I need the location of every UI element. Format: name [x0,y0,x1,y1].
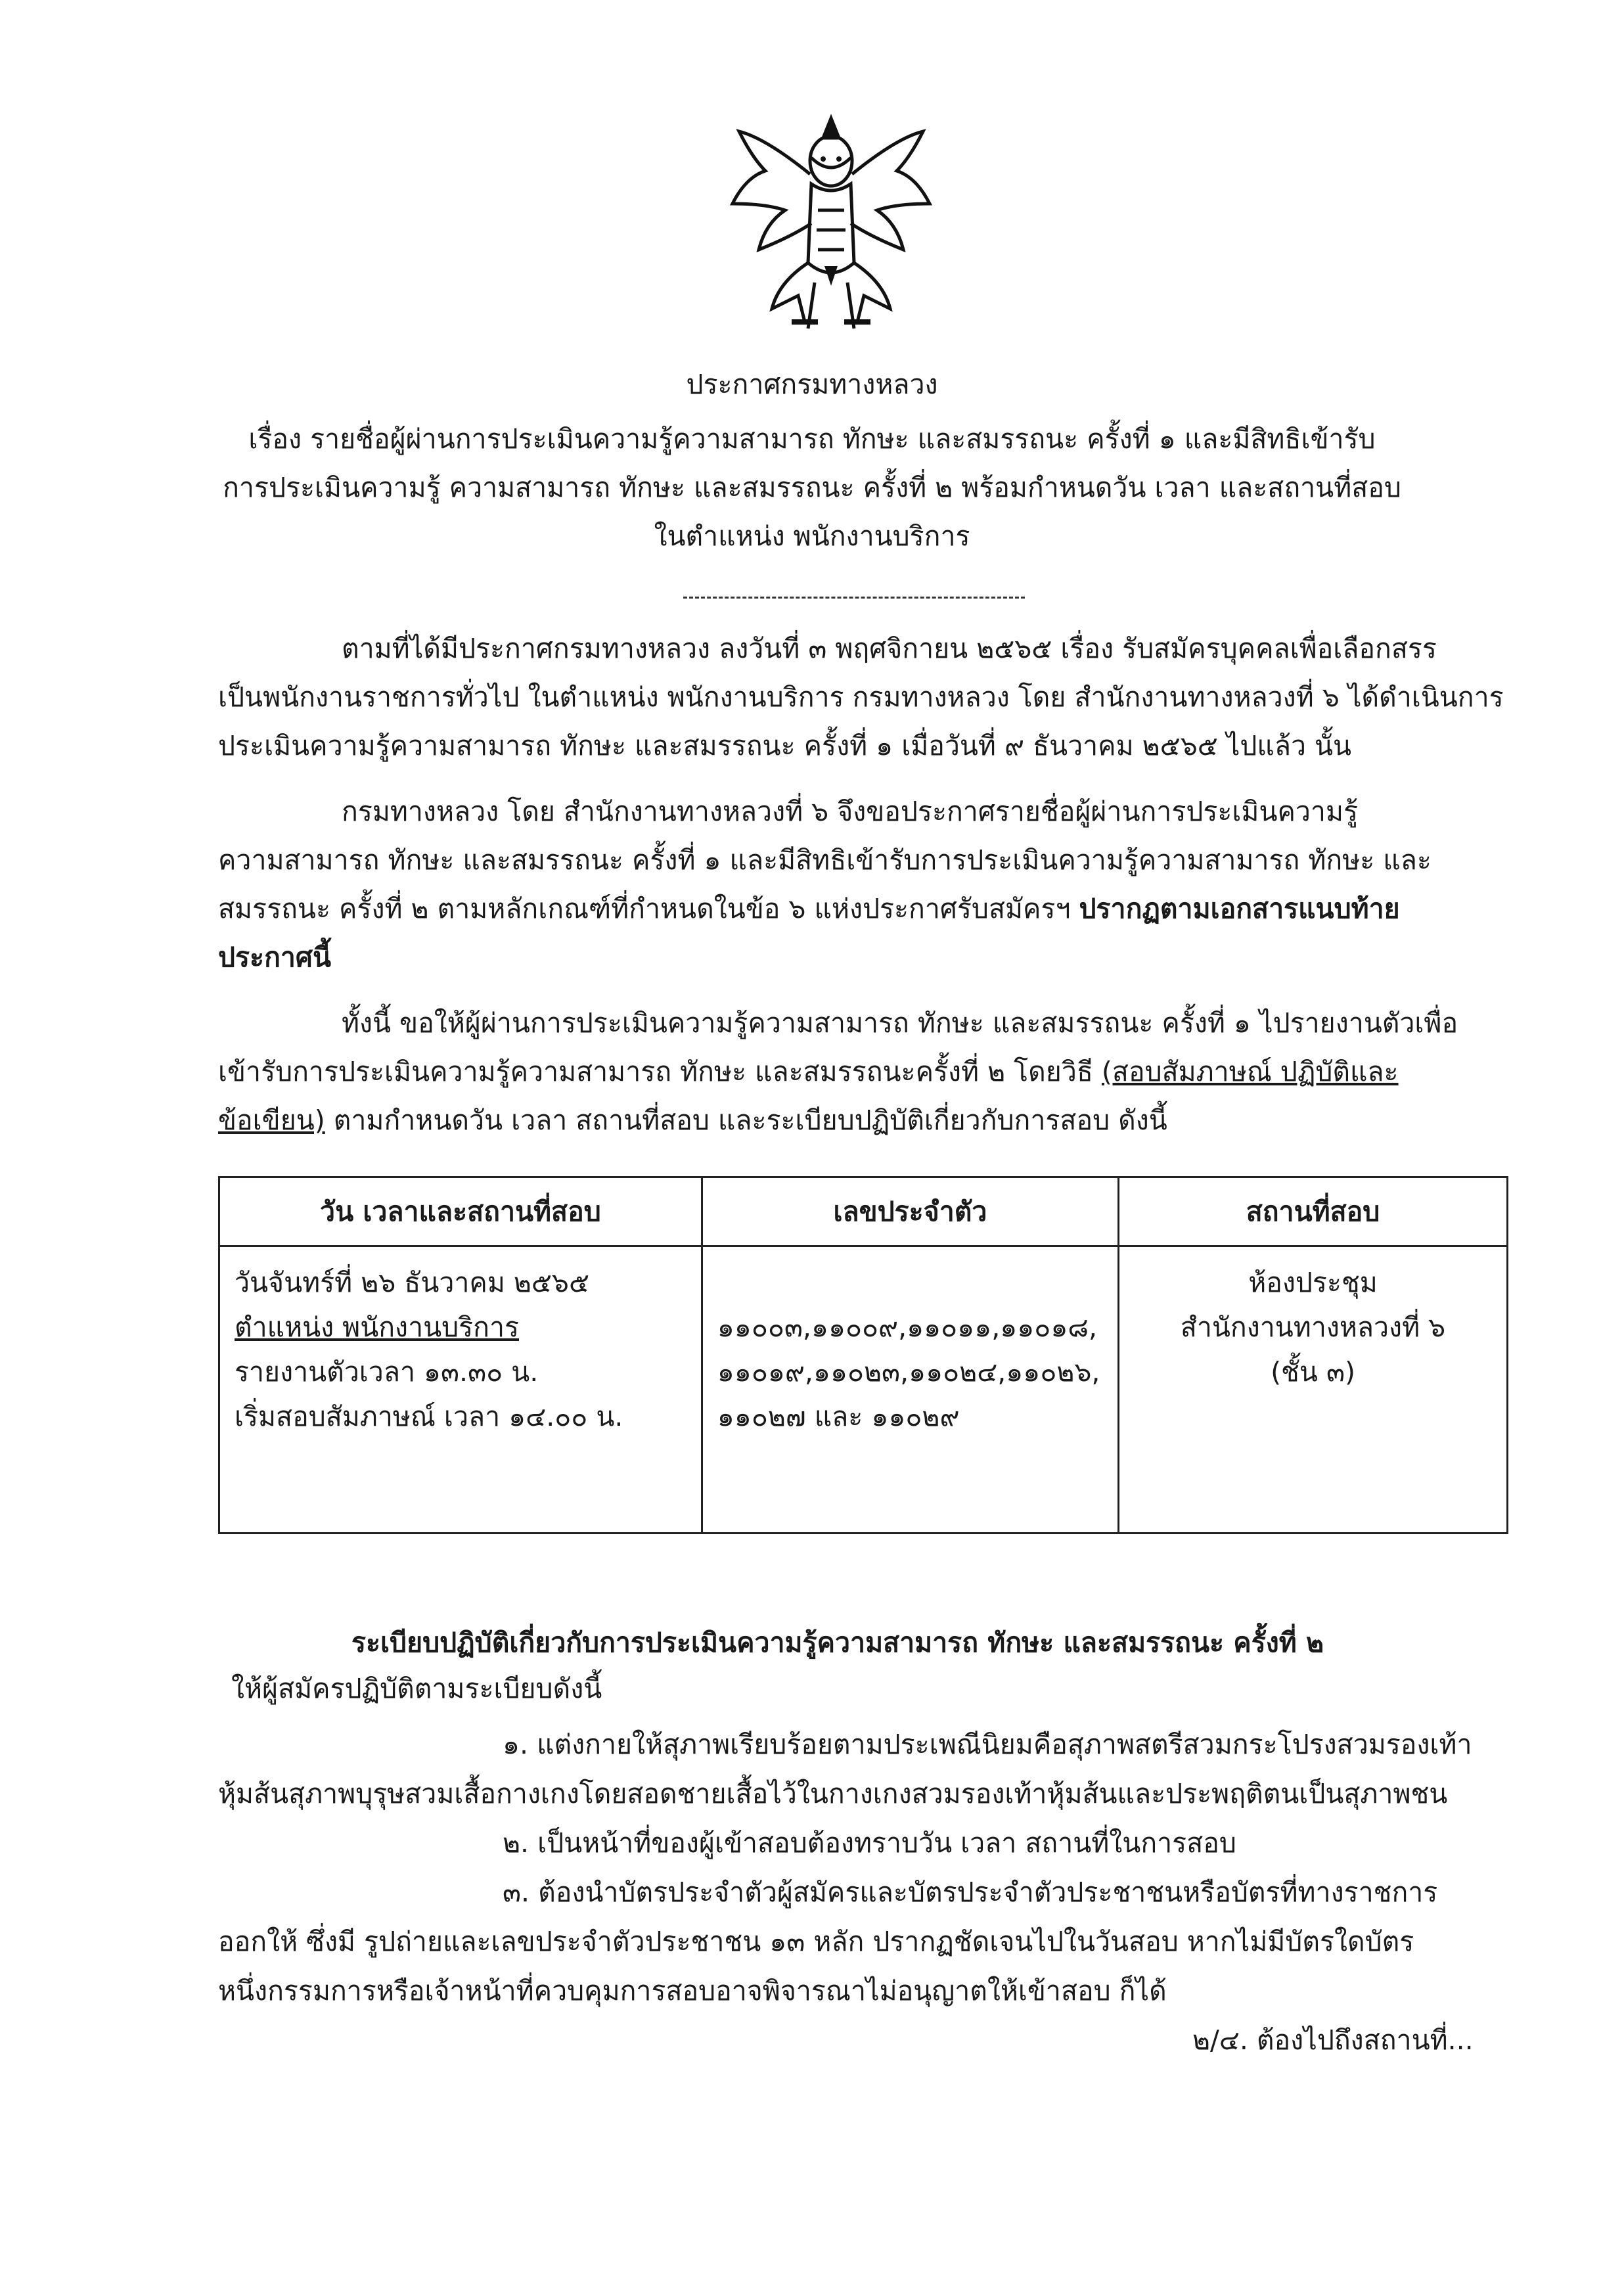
id-list-line-1: ๑๑๐๐๓,๑๑๐๐๙,๑๑๐๑๑,๑๑๐๑๘, [717,1311,1098,1343]
subject-line-3: ในตำแหน่ง พนักงานบริการ [654,520,970,552]
subject-line-1: เรื่อง รายชื่อผู้ผ่านการประเมินความรู้ความสามารถ ทักษะ และสมรรถนะ ครั้งที่ ๑ และมีสิทธิเข้ารับ [248,423,1376,455]
exam-schedule-table [218,1176,1508,1534]
para1-line-2: เป็นพนักงานราชการทั่วไป ในตำแหน่ง พนักงานบริการ กรมทางหลวง โดย สำนักงานทางหลวงที่ ๖ ได้ดำเนินการ [218,681,1504,713]
cell-location [1119,1246,1508,1534]
garuda-emblem-icon [726,112,936,335]
para3-line-3 [218,1101,1167,1140]
title-divider [683,597,1025,599]
rule-3-line-2: ออกให้ ซึ่งมี รูปถ่ายและเลขประจำตัวประชาชน ๑๓ หลัก ปรากฏชัดเจนไปในวันสอบ หากไม่มีบัตรใดบัตร [218,1926,1414,1957]
rules-heading: ระเบียบปฏิบัติเกี่ยวกับการประเมินความรู้ความสามารถ ทักษะ และสมรรถนะ ครั้งที่ ๒ [351,1627,1324,1658]
para3-line-2-text: เข้ารับการประเมินความรู้ความสามารถ ทักษะ และสมรรถนะครั้งที่ ๒ โดยวิธี [218,1056,1102,1087]
para3-method-underlined: (สอบสัมภาษณ์ ปฏิบัติและ [1101,1056,1399,1087]
announcement-title: ประกาศกรมทางหลวง [686,369,938,400]
header-date-time-place: วัน เวลาและสถานที่สอบ [219,1177,702,1246]
para3-method-underlined-cont: ข้อเขียน) [218,1104,325,1136]
para1-line-3: ประเมินความรู้ความสามารถ ทักษะ และสมรรถนะ ครั้งที่ ๑ เมื่อวันที่ ๙ ธันวาคม ๒๕๖๕ ไปแล้ว นั้น [218,730,1352,761]
para2-line-3 [218,889,1400,928]
report-time: รายงานตัวเวลา ๑๓.๓๐ น. [235,1356,539,1388]
location-line-3: (ชั้น ๓) [1271,1356,1355,1388]
exam-position: ตำแหน่ง พนักงานบริการ [235,1311,520,1343]
rule-1-line-1: ๑. แต่งกายให้สุภาพเรียบร้อยตามประเพณีนิยมคือสุภาพสตรีสวมกระโปรงสวมรองเท้า [503,1729,1472,1760]
para1-line-1: ตามที่ได้มีประกาศกรมทางหลวง ลงวันที่ ๓ พฤศจิกายน ๒๕๖๕ เรื่อง รับสมัครบุคคลเพื่อเลือกสรร [342,633,1437,664]
table-row [219,1246,1508,1534]
rules-intro: ให้ผู้สมัครปฏิบัติตามระเบียบดังนี้ [231,1673,602,1704]
continuation-note: ๒/๔. ต้องไปถึงสถานที่... [1192,2024,1474,2056]
para2-line-3-bold: ปรากฏตามเอกสารแนบท้าย [1079,893,1400,924]
para2-line-3-text: สมรรถนะ ครั้งที่ ๒ ตามหลักเกณฑ์ที่กำหนดในข้อ ๖ แห่งประกาศรับสมัครฯ [218,893,1079,924]
table-header-row [219,1177,1508,1246]
exam-date: วันจันทร์ที่ ๒๖ ธันวาคม ๒๕๖๕ [235,1267,589,1298]
cell-ids [702,1246,1118,1534]
para3-line-1: ทั้งนี้ ขอให้ผู้ผ่านการประเมินความรู้ความสามารถ ทักษะ และสมรรถนะ ครั้งที่ ๑ ไปรายงานตัวเพื่อ [342,1007,1458,1039]
id-list-line-3: ๑๑๐๒๗ และ ๑๑๐๒๙ [717,1401,960,1432]
subject-line-2: การประเมินความรู้ ความสามารถ ทักษะ และสมรรถนะ ครั้งที่ ๒ พร้อมกำหนดวัน เวลา และสถานที่สอบ [223,472,1401,503]
para2-line-4: ประกาศนี้ [218,942,331,973]
rule-1-line-2: หุ้มส้นสุภาพบุรุษสวมเสื้อกางเกงโดยสอดชายเสื้อไว้ในกางเกงสวมรองเท้าหุ้มส้นและประพฤติตนเป็นสุภาพชน [218,1778,1448,1809]
header-id-number: เลขประจำตัว [702,1177,1118,1246]
cell-schedule [219,1246,702,1534]
para2-line-1: กรมทางหลวง โดย สำนักงานทางหลวงที่ ๖ จึงขอประกาศรายชื่อผู้ผ่านการประเมินความรู้ [342,796,1358,827]
location-line-2: สำนักงานทางหลวงที่ ๖ [1180,1311,1446,1343]
location-line-1: ห้องประชุม [1248,1267,1378,1298]
start-time: เริ่มสอบสัมภาษณ์ เวลา ๑๔.๐๐ น. [235,1401,623,1432]
rule-3-line-3: หนึ่งกรรมการหรือเจ้าหน้าที่ควบคุมการสอบอาจพิจารณาไม่อนุญาตให้เข้าสอบ ก็ได้ [218,1975,1167,2007]
header-exam-location: สถานที่สอบ [1119,1177,1508,1246]
para3-line-2 [218,1052,1399,1091]
rule-3-line-1: ๓. ต้องนำบัตรประจำตัวผู้สมัครและบัตรประจำตัวประชาชนหรือบัตรที่ทางราชการ [503,1876,1438,1908]
rule-2: ๒. เป็นหน้าที่ของผู้เข้าสอบต้องทราบวัน เวลา สถานที่ในการสอบ [503,1827,1236,1859]
para2-line-2: ความสามารถ ทักษะ และสมรรถนะ ครั้งที่ ๑ และมีสิทธิเข้ารับการประเมินความรู้ความสามารถ ทักษะ และ [218,844,1432,876]
id-list-line-2: ๑๑๐๑๙,๑๑๐๒๓,๑๑๐๒๔,๑๑๐๒๖, [717,1356,1100,1388]
para3-line-3-text: ตามกำหนดวัน เวลา สถานที่สอบ และระเบียบปฏิบัติเกี่ยวกับการสอบ ดังนี้ [325,1104,1167,1136]
